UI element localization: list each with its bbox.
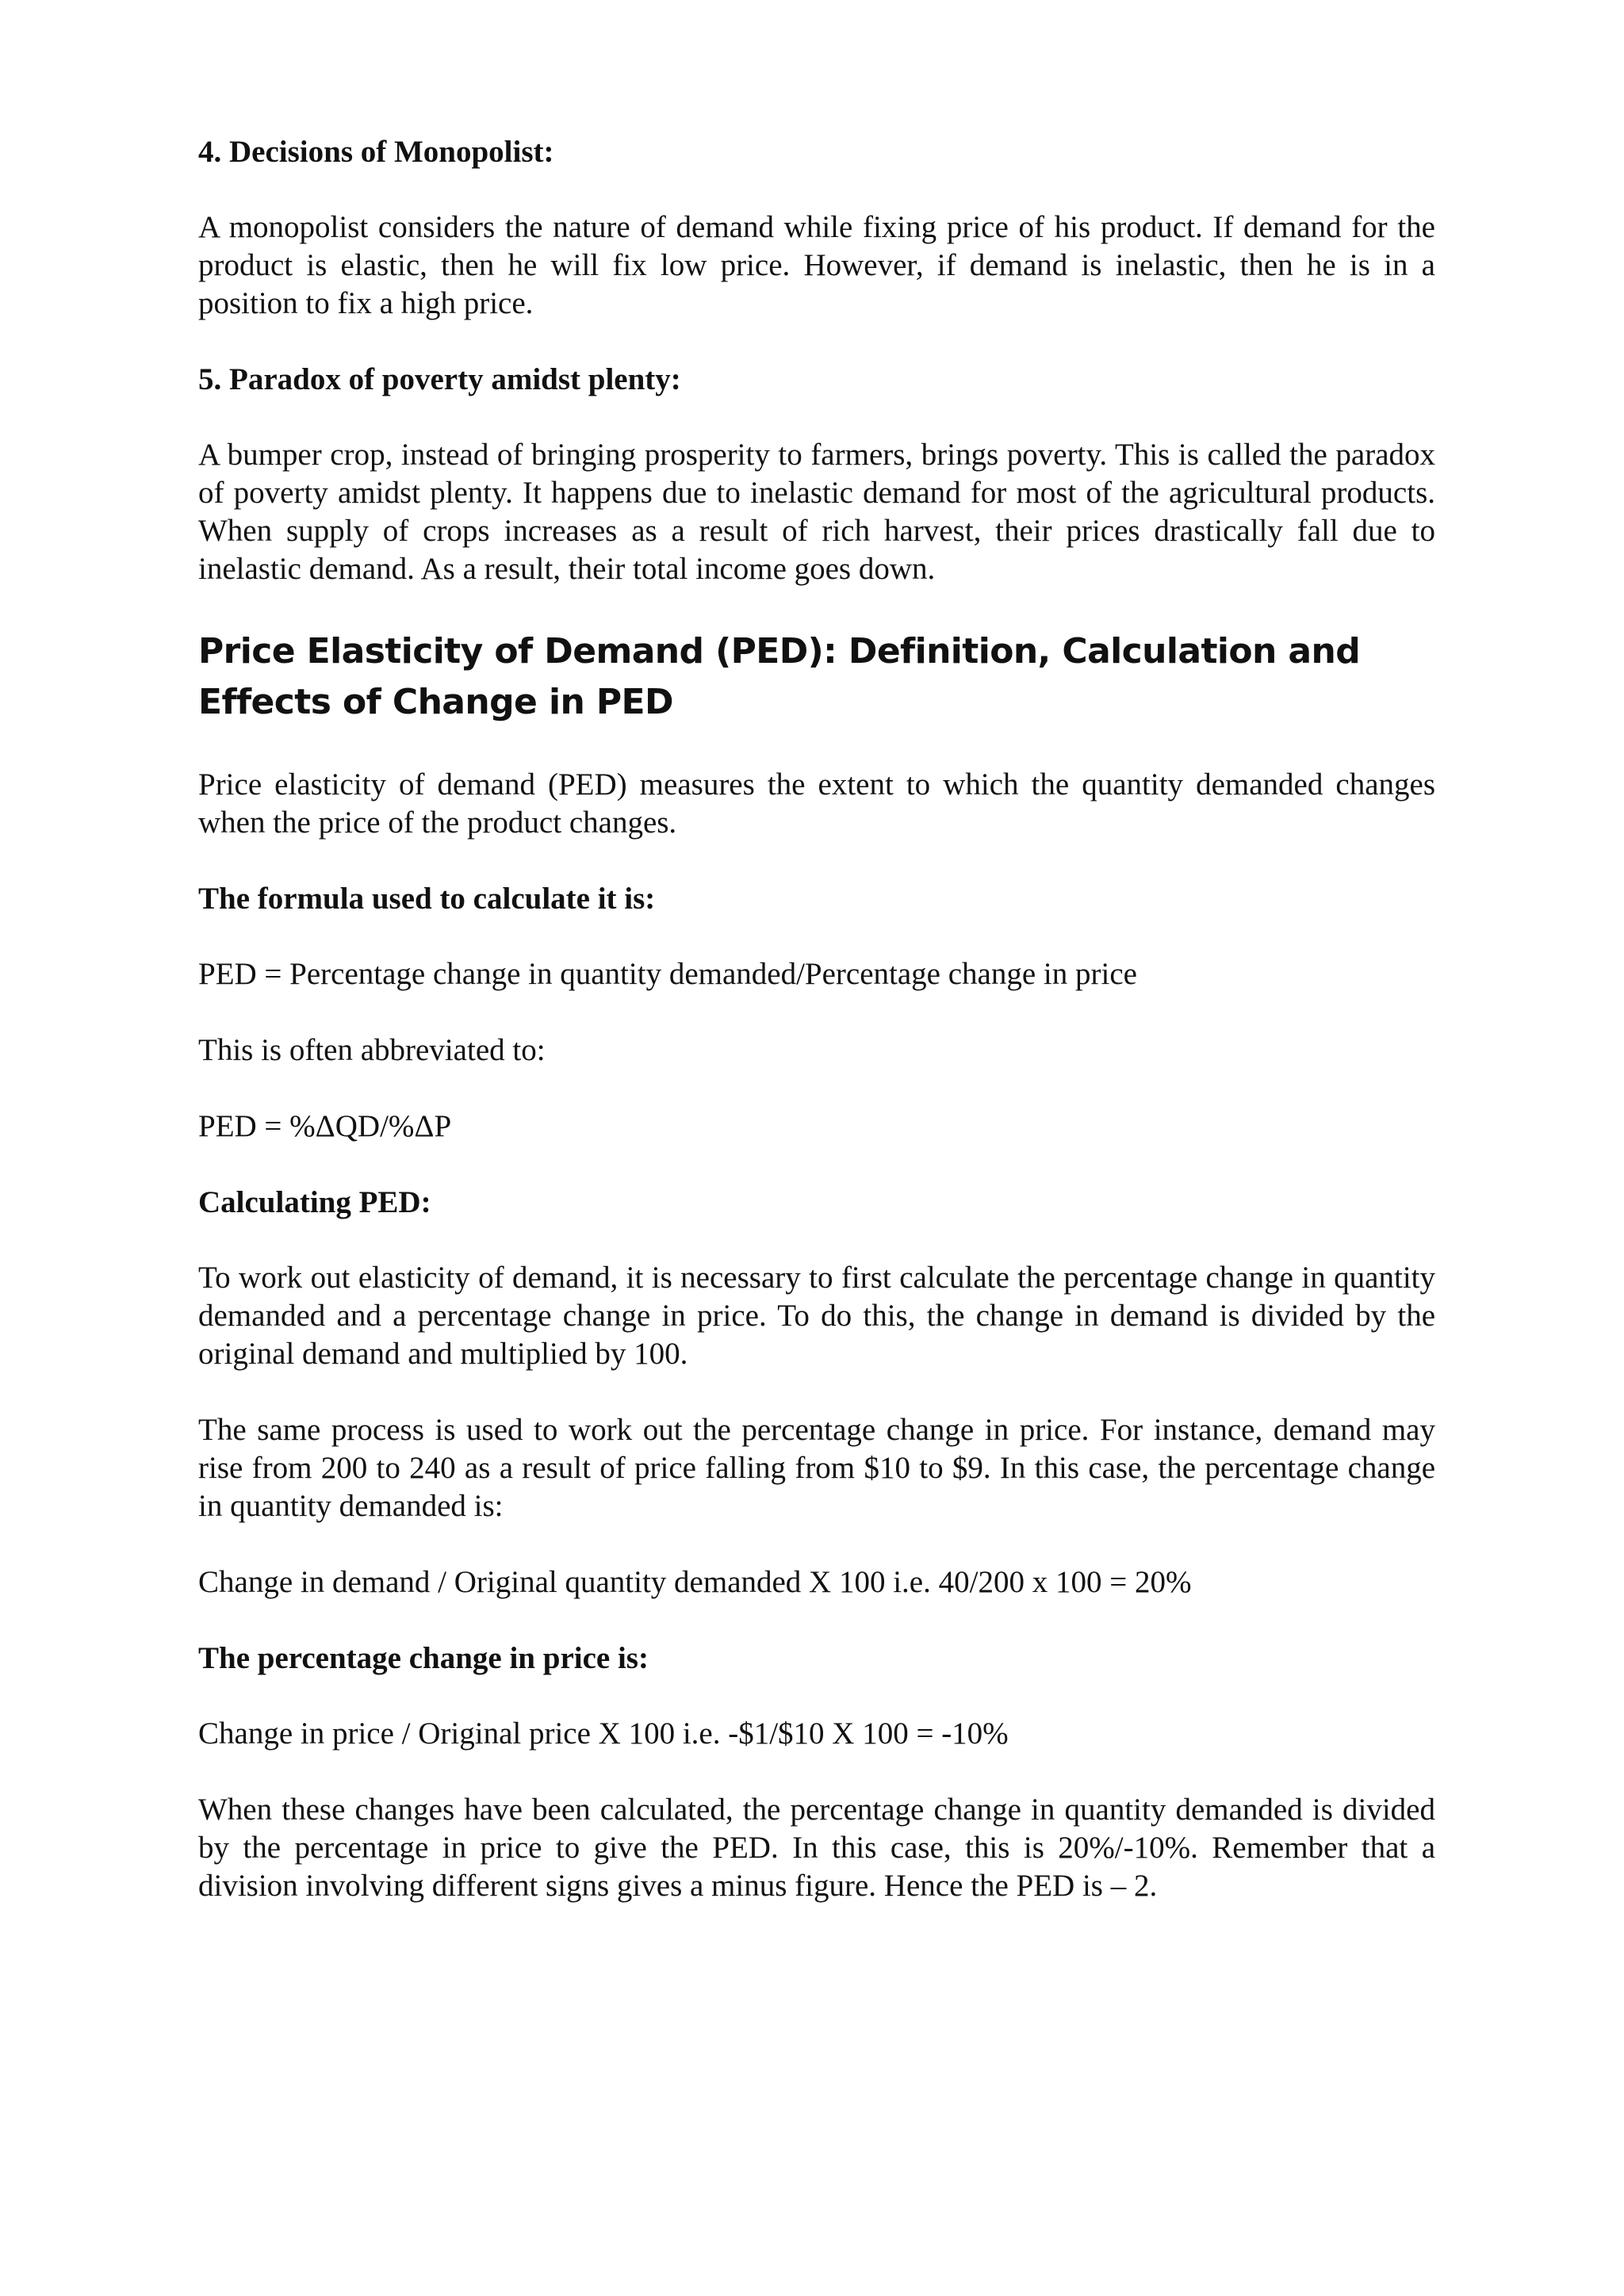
demand-calculation: Change in demand / Original quantity demanded X 100 i.e. 40/200 x 100 = 20% [198, 1565, 1192, 1599]
ped-intro: Price elasticity of demand (PED) measures the extent to which the quantity demanded changes when the price of the product changes. [198, 767, 1435, 840]
section-4-title: 4. Decisions of Monopolist: [198, 135, 554, 169]
section-5-title: 5. Paradox of poverty amidst plenty: [198, 362, 681, 396]
abbrev-intro: This is often abbreviated to: [198, 1033, 546, 1067]
ped-heading: Price Elasticity of Demand (PED): Definition, Calculation and Effects of Change in PED [198, 631, 1361, 722]
calculating-ped-body-1: To work out elasticity of demand, it is necessary to first calculate the percentage change in quantity demanded and a percentage change in price. To do this, the change in demand is divided by the original demand and multiplied by 100. [198, 1261, 1435, 1371]
formula-label: The formula used to calculate it is: [198, 882, 656, 916]
price-calculation: Change in price / Original price X 100 i.e. -$1/$10 X 100 = -10% [198, 1716, 1009, 1751]
section-4-body: A monopolist considers the nature of demand while fixing price of his product. If demand for the product is elastic, then he will fix low price. However, if demand is inelastic, then he is in a position to fix a high price. [198, 210, 1435, 320]
calculating-ped-label: Calculating PED: [198, 1185, 431, 1219]
document-page [198, 133, 1435, 1943]
ped-conclusion: When these changes have been calculated, the percentage change in quantity demanded is divided by the percentage in price to give the PED. In this case, this is 20%/-10%. Remember that a division involving different signs gives a minus figure. Hence the PED is – 2. [198, 1793, 1435, 1903]
formula-text: PED = Percentage change in quantity demanded/Percentage change in price [198, 957, 1137, 991]
abbrev-formula: PED = %ΔQD/%ΔP [198, 1109, 452, 1143]
price-change-label: The percentage change in price is: [198, 1641, 649, 1675]
section-5-body: A bumper crop, instead of bringing prosperity to farmers, brings poverty. This is called the paradox of poverty amidst plenty. It happens due to inelastic demand for most of the agricultural products. When supply of crops increases as a result of rich harvest, their prices drastically fall due to inelastic demand. As a result, their total income goes down. [198, 438, 1435, 586]
calculating-ped-body-2: The same process is used to work out the percentage change in price. For instance, demand may rise from 200 to 240 as a result of price falling from $10 to $9. In this case, the percentage change in quantity demanded is: [198, 1413, 1435, 1523]
